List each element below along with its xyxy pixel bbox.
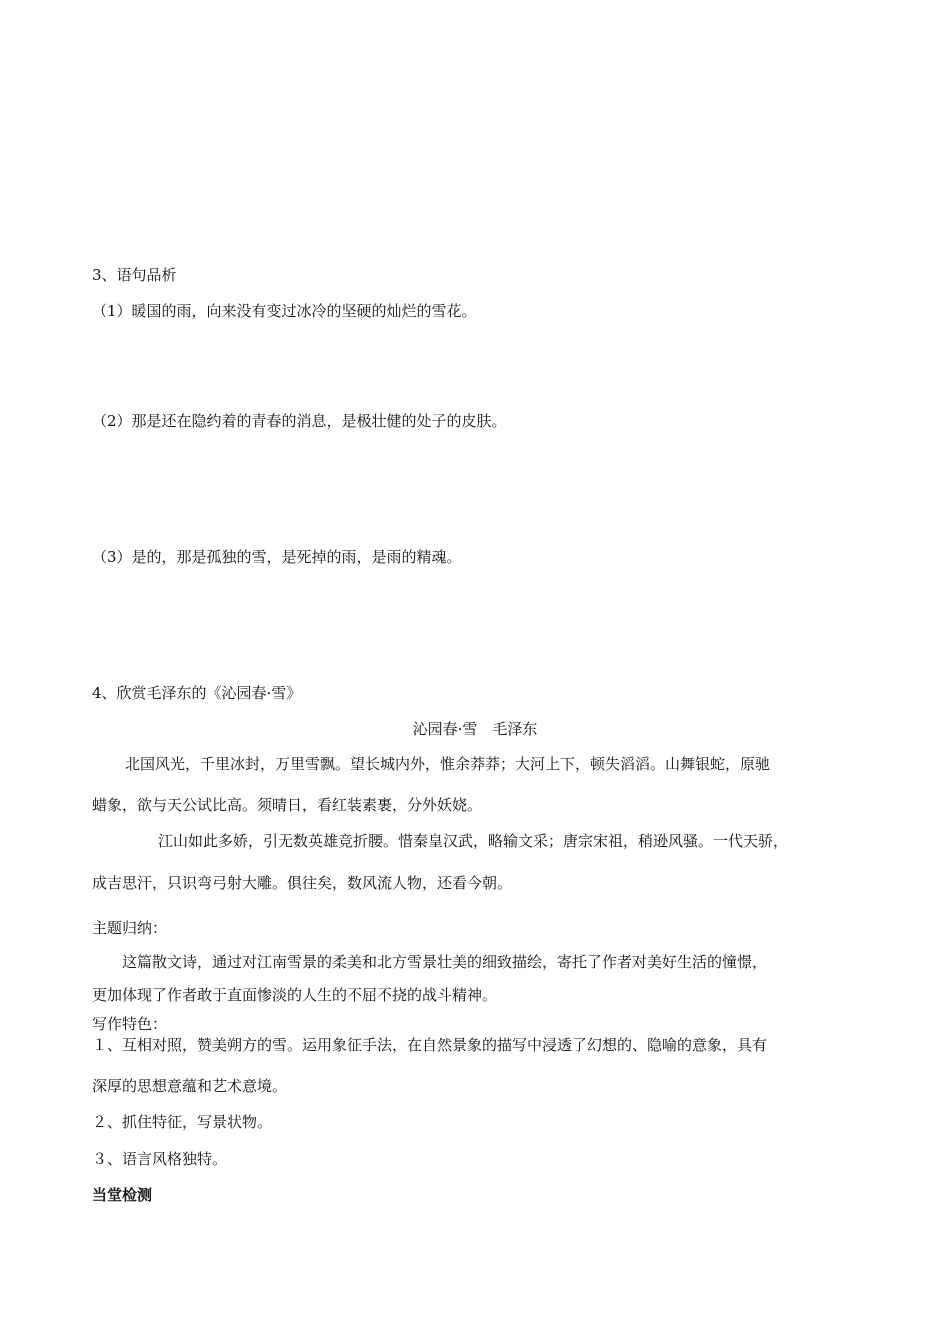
- poem-line-4: 成吉思汗，只识弯弓射大雕。俱往矣，数风流人物，还看今朝。: [92, 874, 513, 892]
- feature-item-1-cont: 深厚的思想意蕴和艺术意境。: [92, 1077, 288, 1095]
- section4-heading: 4、欣赏毛泽东的《沁园春·雪》: [92, 684, 302, 702]
- analysis-item-1: （1）暖国的雨，向来没有变过冰冷的坚硬的灿烂的雪花。: [92, 302, 477, 320]
- features-heading: 写作特色：: [92, 1015, 168, 1033]
- poem-line-2: 蜡象，欲与天公试比高。须晴日，看红装素裹，分外妖娆。: [92, 796, 483, 814]
- poem-line-1: 北国风光，千里冰封，万里雪飘。望长城内外，惟余莽莽；大河上下，顿失滔滔。山舞银蛇，原驰: [125, 755, 771, 773]
- feature-item-3: ３、语言风格独特。: [92, 1150, 228, 1168]
- poem-line-3: 江山如此多娇，引无数英雄竞折腰。惜秦皇汉武，略输文采；唐宗宋祖，稍逊风骚。一代天骄，: [158, 832, 789, 850]
- test-heading: 当堂检测: [92, 1186, 153, 1204]
- theme-heading: 主题归纳：: [92, 919, 168, 937]
- feature-item-2: ２、抓住特征，写景状物。: [92, 1113, 273, 1131]
- theme-line-1: 这篇散文诗，通过对江南雪景的柔美和北方雪景壮美的细致描绘，寄托了作者对美好生活的憧憬，: [122, 953, 768, 971]
- theme-line-2: 更加体现了作者敢于直面惨淡的人生的不屈不挠的战斗精神。: [92, 986, 498, 1004]
- analysis-item-3: （3）是的，那是孤独的雪，是死掉的雨，是雨的精魂。: [92, 548, 462, 566]
- poem-title: 沁园春·雪 毛泽东: [412, 720, 538, 738]
- analysis-item-2: （2）那是还在隐约着的青春的消息，是极壮健的处子的皮肤。: [92, 412, 507, 430]
- feature-item-1: １、互相对照，赞美朔方的雪。运用象征手法，在自然景象的描写中浸透了幻想的、隐喻的意象，具有: [92, 1036, 768, 1054]
- section3-heading: 3、语句品析: [92, 266, 177, 284]
